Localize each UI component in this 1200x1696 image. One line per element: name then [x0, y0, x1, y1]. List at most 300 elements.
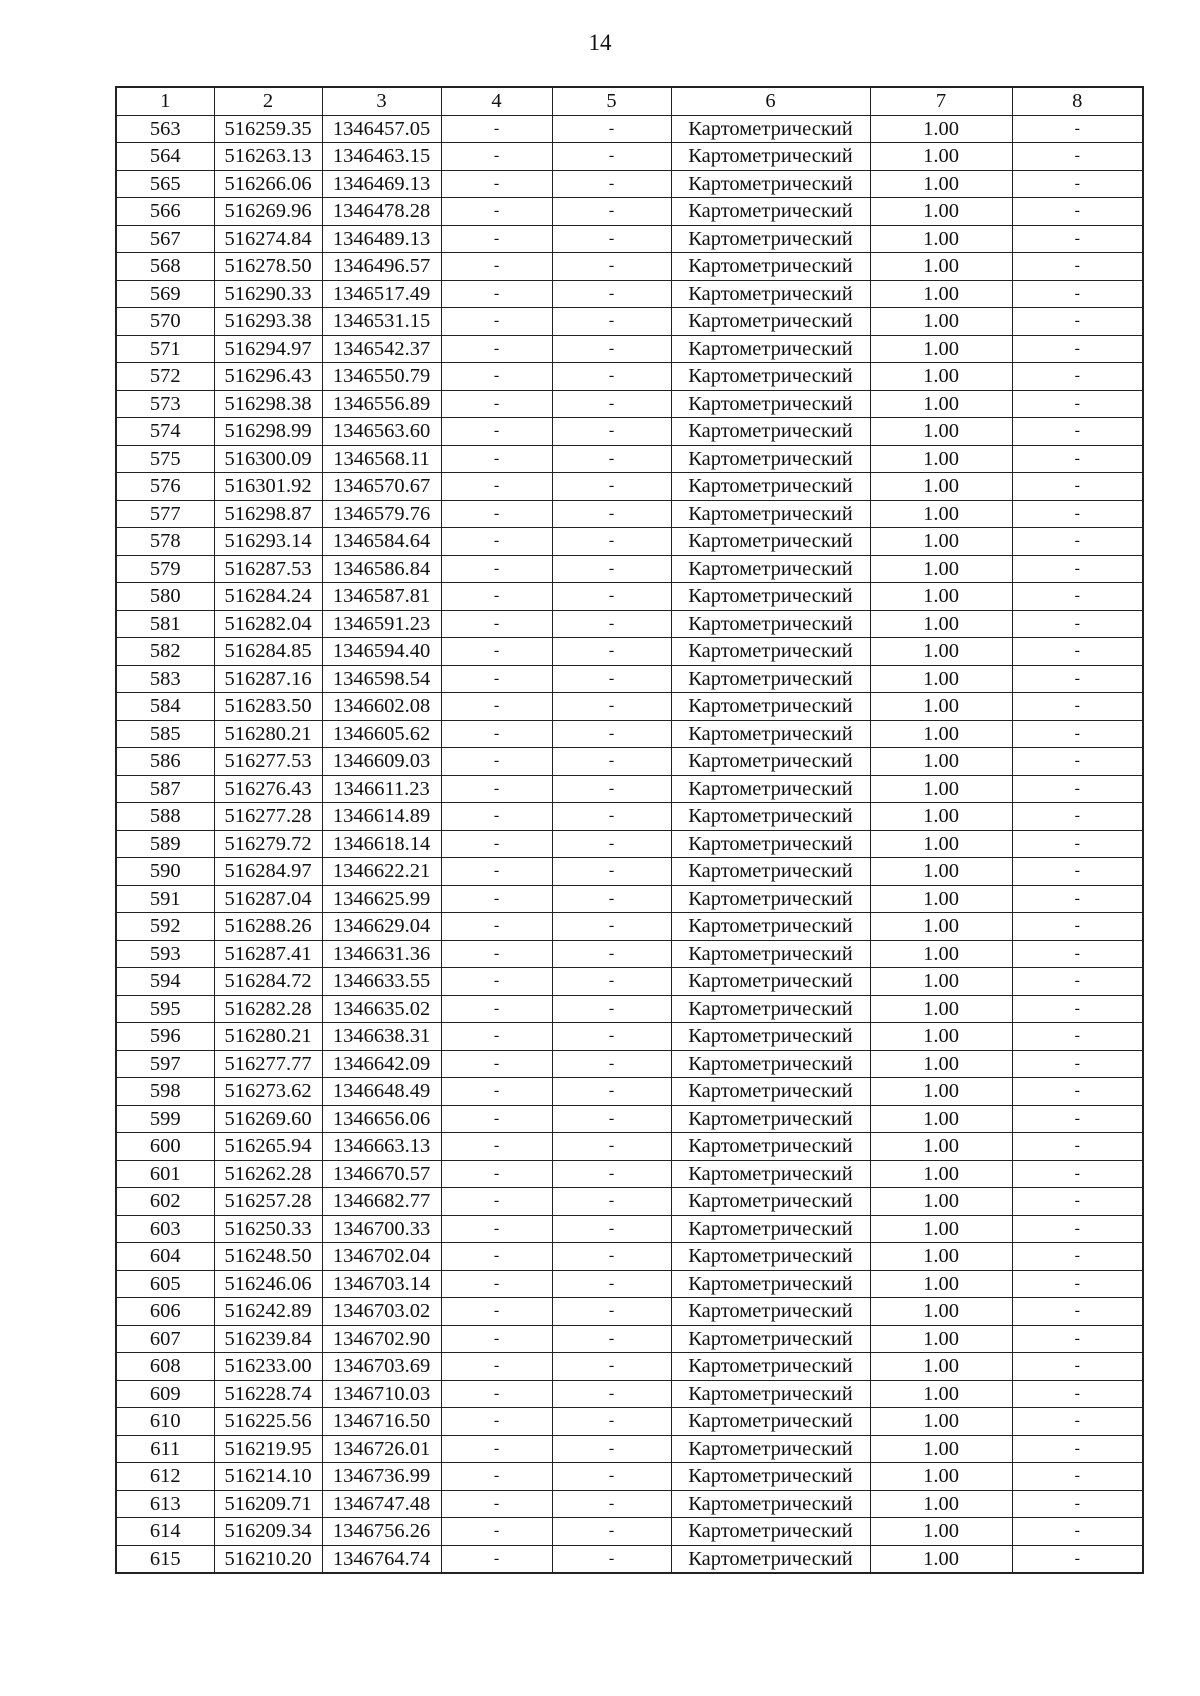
empty-cell: - — [1012, 1243, 1143, 1271]
point-number-cell: 569 — [116, 280, 214, 308]
y-coordinate-cell: 1346598.54 — [322, 665, 441, 693]
accuracy-cell: 1.00 — [870, 1215, 1012, 1243]
empty-cell: - — [552, 1188, 671, 1216]
accuracy-cell: 1.00 — [870, 390, 1012, 418]
point-number-cell: 579 — [116, 555, 214, 583]
empty-cell: - — [441, 1215, 552, 1243]
empty-cell: - — [441, 418, 552, 446]
empty-cell: - — [552, 885, 671, 913]
empty-cell: - — [1012, 885, 1143, 913]
y-coordinate-cell: 1346605.62 — [322, 720, 441, 748]
empty-cell: - — [1012, 1160, 1143, 1188]
x-coordinate-cell: 516280.21 — [214, 1023, 322, 1051]
method-cell: Картометрический — [671, 1490, 870, 1518]
x-coordinate-cell: 516298.99 — [214, 418, 322, 446]
point-number-cell: 594 — [116, 968, 214, 996]
x-coordinate-cell: 516282.04 — [214, 610, 322, 638]
accuracy-cell: 1.00 — [870, 1160, 1012, 1188]
empty-cell: - — [1012, 803, 1143, 831]
table-row — [116, 528, 1143, 556]
point-number-cell: 595 — [116, 995, 214, 1023]
empty-cell: - — [1012, 1078, 1143, 1106]
method-cell: Картометрический — [671, 1078, 870, 1106]
empty-cell: - — [1012, 555, 1143, 583]
y-coordinate-cell: 1346635.02 — [322, 995, 441, 1023]
empty-cell: - — [441, 830, 552, 858]
method-cell: Картометрический — [671, 940, 870, 968]
method-cell: Картометрический — [671, 143, 870, 171]
point-number-cell: 604 — [116, 1243, 214, 1271]
y-coordinate-cell: 1346579.76 — [322, 500, 441, 528]
y-coordinate-cell: 1346702.04 — [322, 1243, 441, 1271]
table-row — [116, 583, 1143, 611]
empty-cell: - — [441, 1078, 552, 1106]
empty-cell: - — [1012, 940, 1143, 968]
empty-cell: - — [1012, 1545, 1143, 1573]
empty-cell: - — [441, 583, 552, 611]
empty-cell: - — [441, 1435, 552, 1463]
point-number-cell: 598 — [116, 1078, 214, 1106]
empty-cell: - — [1012, 335, 1143, 363]
empty-cell: - — [1012, 500, 1143, 528]
empty-cell: - — [441, 803, 552, 831]
table-row — [116, 610, 1143, 638]
x-coordinate-cell: 516257.28 — [214, 1188, 322, 1216]
empty-cell: - — [1012, 665, 1143, 693]
empty-cell: - — [441, 170, 552, 198]
method-cell: Картометрический — [671, 335, 870, 363]
table-row — [116, 390, 1143, 418]
empty-cell: - — [552, 363, 671, 391]
point-number-cell: 589 — [116, 830, 214, 858]
empty-cell: - — [441, 665, 552, 693]
y-coordinate-cell: 1346594.40 — [322, 638, 441, 666]
empty-cell: - — [552, 748, 671, 776]
table-row — [116, 1243, 1143, 1271]
y-coordinate-cell: 1346638.31 — [322, 1023, 441, 1051]
accuracy-cell: 1.00 — [870, 445, 1012, 473]
accuracy-cell: 1.00 — [870, 363, 1012, 391]
method-cell: Картометрический — [671, 1298, 870, 1326]
coordinates-table — [115, 86, 1144, 1574]
y-coordinate-cell: 1346716.50 — [322, 1408, 441, 1436]
empty-cell: - — [1012, 1133, 1143, 1161]
accuracy-cell: 1.00 — [870, 1243, 1012, 1271]
table-row — [116, 1545, 1143, 1573]
y-coordinate-cell: 1346656.06 — [322, 1105, 441, 1133]
point-number-cell: 613 — [116, 1490, 214, 1518]
accuracy-cell: 1.00 — [870, 1023, 1012, 1051]
accuracy-cell: 1.00 — [870, 528, 1012, 556]
table-row — [116, 418, 1143, 446]
empty-cell: - — [552, 280, 671, 308]
empty-cell: - — [552, 1298, 671, 1326]
table-row — [116, 1160, 1143, 1188]
x-coordinate-cell: 516293.38 — [214, 308, 322, 336]
point-number-cell: 614 — [116, 1518, 214, 1546]
table-row — [116, 1408, 1143, 1436]
y-coordinate-cell: 1346648.49 — [322, 1078, 441, 1106]
empty-cell: - — [552, 390, 671, 418]
empty-cell: - — [1012, 995, 1143, 1023]
y-coordinate-cell: 1346478.28 — [322, 198, 441, 226]
empty-cell: - — [441, 1105, 552, 1133]
point-number-cell: 606 — [116, 1298, 214, 1326]
method-cell: Картометрический — [671, 1160, 870, 1188]
table-row — [116, 1463, 1143, 1491]
accuracy-cell: 1.00 — [870, 308, 1012, 336]
empty-cell: - — [1012, 913, 1143, 941]
empty-cell: - — [441, 335, 552, 363]
point-number-cell: 576 — [116, 473, 214, 501]
method-cell: Картометрический — [671, 363, 870, 391]
x-coordinate-cell: 516300.09 — [214, 445, 322, 473]
accuracy-cell: 1.00 — [870, 693, 1012, 721]
y-coordinate-cell: 1346591.23 — [322, 610, 441, 638]
table-row — [116, 803, 1143, 831]
method-cell: Картометрический — [671, 418, 870, 446]
y-coordinate-cell: 1346586.84 — [322, 555, 441, 583]
x-coordinate-cell: 516282.28 — [214, 995, 322, 1023]
empty-cell: - — [552, 1545, 671, 1573]
method-cell: Картометрический — [671, 968, 870, 996]
point-number-cell: 584 — [116, 693, 214, 721]
table-row — [116, 968, 1143, 996]
empty-cell: - — [441, 280, 552, 308]
x-coordinate-cell: 516287.16 — [214, 665, 322, 693]
accuracy-cell: 1.00 — [870, 1133, 1012, 1161]
empty-cell: - — [1012, 308, 1143, 336]
y-coordinate-cell: 1346726.01 — [322, 1435, 441, 1463]
empty-cell: - — [1012, 830, 1143, 858]
y-coordinate-cell: 1346568.11 — [322, 445, 441, 473]
empty-cell: - — [552, 1133, 671, 1161]
empty-cell: - — [441, 940, 552, 968]
empty-cell: - — [441, 1545, 552, 1573]
point-number-cell: 602 — [116, 1188, 214, 1216]
method-cell: Картометрический — [671, 280, 870, 308]
method-cell: Картометрический — [671, 830, 870, 858]
empty-cell: - — [1012, 1490, 1143, 1518]
empty-cell: - — [552, 500, 671, 528]
x-coordinate-cell: 516298.87 — [214, 500, 322, 528]
accuracy-cell: 1.00 — [870, 638, 1012, 666]
empty-cell: - — [441, 1050, 552, 1078]
y-coordinate-cell: 1346631.36 — [322, 940, 441, 968]
empty-cell: - — [441, 1188, 552, 1216]
empty-cell: - — [552, 1105, 671, 1133]
empty-cell: - — [1012, 858, 1143, 886]
empty-cell: - — [1012, 1463, 1143, 1491]
method-cell: Картометрический — [671, 253, 870, 281]
y-coordinate-cell: 1346703.69 — [322, 1353, 441, 1381]
empty-cell: - — [441, 775, 552, 803]
empty-cell: - — [1012, 280, 1143, 308]
y-coordinate-cell: 1346542.37 — [322, 335, 441, 363]
point-number-cell: 605 — [116, 1270, 214, 1298]
accuracy-cell: 1.00 — [870, 170, 1012, 198]
empty-cell: - — [552, 1490, 671, 1518]
table-row — [116, 253, 1143, 281]
accuracy-cell: 1.00 — [870, 583, 1012, 611]
point-number-cell: 575 — [116, 445, 214, 473]
table-row — [116, 170, 1143, 198]
y-coordinate-cell: 1346736.99 — [322, 1463, 441, 1491]
accuracy-cell: 1.00 — [870, 253, 1012, 281]
empty-cell: - — [441, 363, 552, 391]
empty-cell: - — [552, 1518, 671, 1546]
empty-cell: - — [552, 968, 671, 996]
table-row — [116, 720, 1143, 748]
accuracy-cell: 1.00 — [870, 500, 1012, 528]
y-coordinate-cell: 1346670.57 — [322, 1160, 441, 1188]
empty-cell: - — [1012, 198, 1143, 226]
method-cell: Картометрический — [671, 445, 870, 473]
empty-cell: - — [1012, 253, 1143, 281]
method-cell: Картометрический — [671, 1188, 870, 1216]
method-cell: Картометрический — [671, 748, 870, 776]
method-cell: Картометрический — [671, 775, 870, 803]
point-number-cell: 591 — [116, 885, 214, 913]
column-header: 4 — [441, 87, 552, 115]
table-row — [116, 473, 1143, 501]
table-row — [116, 1270, 1143, 1298]
empty-cell: - — [552, 858, 671, 886]
table-row — [116, 1188, 1143, 1216]
method-cell: Картометрический — [671, 170, 870, 198]
empty-cell: - — [1012, 1353, 1143, 1381]
accuracy-cell: 1.00 — [870, 335, 1012, 363]
x-coordinate-cell: 516288.26 — [214, 913, 322, 941]
table-row — [116, 1353, 1143, 1381]
y-coordinate-cell: 1346531.15 — [322, 308, 441, 336]
x-coordinate-cell: 516287.41 — [214, 940, 322, 968]
empty-cell: - — [441, 390, 552, 418]
table-row — [116, 693, 1143, 721]
empty-cell: - — [552, 1325, 671, 1353]
method-cell: Картометрический — [671, 1380, 870, 1408]
accuracy-cell: 1.00 — [870, 830, 1012, 858]
empty-cell: - — [552, 225, 671, 253]
accuracy-cell: 1.00 — [870, 995, 1012, 1023]
x-coordinate-cell: 516209.71 — [214, 1490, 322, 1518]
empty-cell: - — [552, 940, 671, 968]
empty-cell: - — [1012, 445, 1143, 473]
accuracy-cell: 1.00 — [870, 143, 1012, 171]
x-coordinate-cell: 516266.06 — [214, 170, 322, 198]
method-cell: Картометрический — [671, 115, 870, 143]
table-row — [116, 1490, 1143, 1518]
point-number-cell: 611 — [116, 1435, 214, 1463]
x-coordinate-cell: 516284.24 — [214, 583, 322, 611]
table-row — [116, 1325, 1143, 1353]
empty-cell: - — [552, 1160, 671, 1188]
table-row — [116, 1518, 1143, 1546]
method-cell: Картометрический — [671, 1133, 870, 1161]
empty-cell: - — [552, 555, 671, 583]
empty-cell: - — [1012, 638, 1143, 666]
method-cell: Картометрический — [671, 720, 870, 748]
empty-cell: - — [552, 1408, 671, 1436]
y-coordinate-cell: 1346682.77 — [322, 1188, 441, 1216]
point-number-cell: 599 — [116, 1105, 214, 1133]
table-row — [116, 1298, 1143, 1326]
point-number-cell: 600 — [116, 1133, 214, 1161]
empty-cell: - — [1012, 1270, 1143, 1298]
table-row — [116, 638, 1143, 666]
x-coordinate-cell: 516287.04 — [214, 885, 322, 913]
x-coordinate-cell: 516284.85 — [214, 638, 322, 666]
y-coordinate-cell: 1346703.14 — [322, 1270, 441, 1298]
table-row — [116, 500, 1143, 528]
table-row — [116, 1078, 1143, 1106]
method-cell: Картометрический — [671, 858, 870, 886]
empty-cell: - — [441, 638, 552, 666]
column-header: 5 — [552, 87, 671, 115]
method-cell: Картометрический — [671, 638, 870, 666]
table-row — [116, 143, 1143, 171]
accuracy-cell: 1.00 — [870, 913, 1012, 941]
table-row — [116, 940, 1143, 968]
y-coordinate-cell: 1346469.13 — [322, 170, 441, 198]
empty-cell: - — [552, 445, 671, 473]
method-cell: Картометрический — [671, 225, 870, 253]
accuracy-cell: 1.00 — [870, 665, 1012, 693]
table-row — [116, 1050, 1143, 1078]
empty-cell: - — [441, 308, 552, 336]
point-number-cell: 588 — [116, 803, 214, 831]
point-number-cell: 612 — [116, 1463, 214, 1491]
empty-cell: - — [1012, 1105, 1143, 1133]
empty-cell: - — [1012, 1325, 1143, 1353]
method-cell: Картометрический — [671, 610, 870, 638]
table-row — [116, 555, 1143, 583]
point-number-cell: 587 — [116, 775, 214, 803]
y-coordinate-cell: 1346556.89 — [322, 390, 441, 418]
empty-cell: - — [552, 995, 671, 1023]
x-coordinate-cell: 516283.50 — [214, 693, 322, 721]
point-number-cell: 563 — [116, 115, 214, 143]
method-cell: Картометрический — [671, 1435, 870, 1463]
empty-cell: - — [441, 1490, 552, 1518]
empty-cell: - — [552, 638, 671, 666]
method-cell: Картометрический — [671, 1518, 870, 1546]
y-coordinate-cell: 1346563.60 — [322, 418, 441, 446]
empty-cell: - — [552, 913, 671, 941]
accuracy-cell: 1.00 — [870, 1050, 1012, 1078]
method-cell: Картометрический — [671, 528, 870, 556]
y-coordinate-cell: 1346764.74 — [322, 1545, 441, 1573]
table-header-row — [116, 87, 1143, 115]
x-coordinate-cell: 516284.97 — [214, 858, 322, 886]
empty-cell: - — [1012, 1050, 1143, 1078]
point-number-cell: 581 — [116, 610, 214, 638]
y-coordinate-cell: 1346463.15 — [322, 143, 441, 171]
x-coordinate-cell: 516274.84 — [214, 225, 322, 253]
empty-cell: - — [552, 335, 671, 363]
x-coordinate-cell: 516277.28 — [214, 803, 322, 831]
method-cell: Картометрический — [671, 1353, 870, 1381]
empty-cell: - — [552, 528, 671, 556]
y-coordinate-cell: 1346756.26 — [322, 1518, 441, 1546]
x-coordinate-cell: 516259.35 — [214, 115, 322, 143]
y-coordinate-cell: 1346550.79 — [322, 363, 441, 391]
empty-cell: - — [552, 665, 671, 693]
accuracy-cell: 1.00 — [870, 720, 1012, 748]
y-coordinate-cell: 1346587.81 — [322, 583, 441, 611]
empty-cell: - — [1012, 528, 1143, 556]
method-cell: Картометрический — [671, 473, 870, 501]
y-coordinate-cell: 1346663.13 — [322, 1133, 441, 1161]
empty-cell: - — [441, 1408, 552, 1436]
empty-cell: - — [441, 445, 552, 473]
column-header: 3 — [322, 87, 441, 115]
empty-cell: - — [1012, 1435, 1143, 1463]
empty-cell: - — [1012, 1408, 1143, 1436]
table-row — [116, 885, 1143, 913]
x-coordinate-cell: 516284.72 — [214, 968, 322, 996]
empty-cell: - — [552, 253, 671, 281]
empty-cell: - — [552, 830, 671, 858]
accuracy-cell: 1.00 — [870, 473, 1012, 501]
point-number-cell: 603 — [116, 1215, 214, 1243]
point-number-cell: 567 — [116, 225, 214, 253]
accuracy-cell: 1.00 — [870, 858, 1012, 886]
x-coordinate-cell: 516279.72 — [214, 830, 322, 858]
method-cell: Картометрический — [671, 1050, 870, 1078]
accuracy-cell: 1.00 — [870, 1545, 1012, 1573]
x-coordinate-cell: 516239.84 — [214, 1325, 322, 1353]
x-coordinate-cell: 516277.53 — [214, 748, 322, 776]
point-number-cell: 572 — [116, 363, 214, 391]
y-coordinate-cell: 1346618.14 — [322, 830, 441, 858]
x-coordinate-cell: 516287.53 — [214, 555, 322, 583]
x-coordinate-cell: 516277.77 — [214, 1050, 322, 1078]
empty-cell: - — [1012, 418, 1143, 446]
accuracy-cell: 1.00 — [870, 1325, 1012, 1353]
table-row — [116, 1133, 1143, 1161]
y-coordinate-cell: 1346747.48 — [322, 1490, 441, 1518]
method-cell: Картометрический — [671, 1545, 870, 1573]
empty-cell: - — [1012, 1380, 1143, 1408]
method-cell: Картометрический — [671, 555, 870, 583]
table-body — [116, 115, 1143, 1573]
y-coordinate-cell: 1346611.23 — [322, 775, 441, 803]
empty-cell: - — [441, 143, 552, 171]
table-row — [116, 858, 1143, 886]
empty-cell: - — [1012, 968, 1143, 996]
y-coordinate-cell: 1346602.08 — [322, 693, 441, 721]
point-number-cell: 570 — [116, 308, 214, 336]
x-coordinate-cell: 516265.94 — [214, 1133, 322, 1161]
x-coordinate-cell: 516233.00 — [214, 1353, 322, 1381]
x-coordinate-cell: 516276.43 — [214, 775, 322, 803]
x-coordinate-cell: 516242.89 — [214, 1298, 322, 1326]
empty-cell: - — [552, 1353, 671, 1381]
empty-cell: - — [441, 1325, 552, 1353]
empty-cell: - — [1012, 748, 1143, 776]
accuracy-cell: 1.00 — [870, 803, 1012, 831]
column-header: 7 — [870, 87, 1012, 115]
empty-cell: - — [552, 1463, 671, 1491]
empty-cell: - — [441, 995, 552, 1023]
empty-cell: - — [1012, 610, 1143, 638]
y-coordinate-cell: 1346609.03 — [322, 748, 441, 776]
empty-cell: - — [1012, 1023, 1143, 1051]
y-coordinate-cell: 1346702.90 — [322, 1325, 441, 1353]
empty-cell: - — [552, 418, 671, 446]
accuracy-cell: 1.00 — [870, 280, 1012, 308]
